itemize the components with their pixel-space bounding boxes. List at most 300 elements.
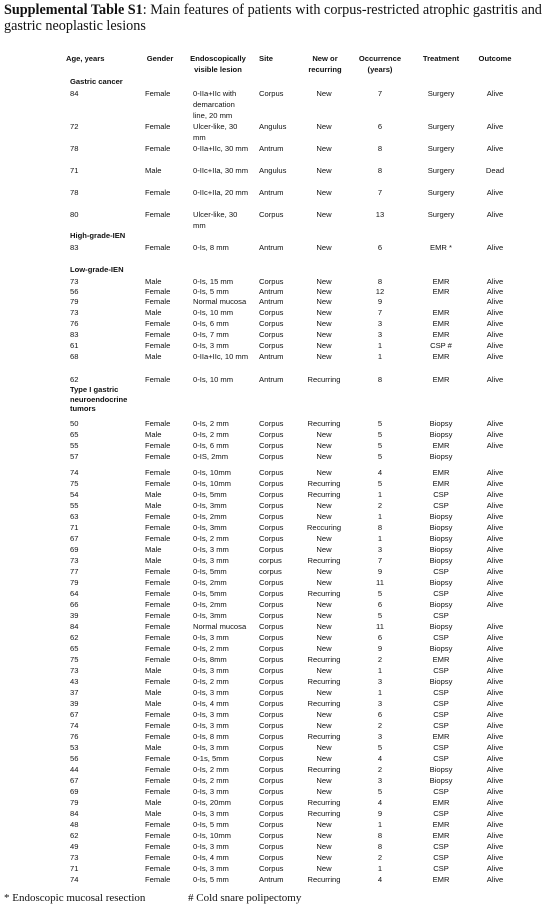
cell-site: corpus <box>259 556 282 565</box>
cell-lesion: 0-Is, 3 mm <box>193 710 229 719</box>
cell-age: 50 <box>70 419 79 428</box>
cell-gender: Female <box>145 297 171 306</box>
cell-occ: 5 <box>377 441 383 450</box>
cell-lesion: 0-Is, 3 mm <box>193 341 229 350</box>
cell-outcome: Alive <box>486 699 504 708</box>
cell-gender: Female <box>145 523 171 532</box>
cell-newrec: New <box>316 578 332 587</box>
cell-age: 75 <box>70 479 79 488</box>
cell-newrec: New <box>316 688 332 697</box>
cell-treat: Biopsy <box>429 644 453 653</box>
cell-site: Corpus <box>259 341 284 350</box>
cell-newrec: New <box>316 600 332 609</box>
cell-lesion: 0-Is, 10 mm <box>193 375 234 384</box>
cell-outcome: Alive <box>486 633 504 642</box>
cell-gender: Female <box>145 600 171 609</box>
cell-treat: EMR <box>432 875 450 884</box>
cell-lesion: Normal mucosa <box>193 622 247 631</box>
cell-outcome: Alive <box>486 122 504 131</box>
cell-gender: Female <box>145 479 171 488</box>
cell-gender: Female <box>145 721 171 730</box>
cell-gender: Male <box>145 809 162 818</box>
cell-gender: Male <box>145 666 162 675</box>
cell-site: Corpus <box>259 534 284 543</box>
cell-age: 72 <box>70 122 79 131</box>
cell-newrec: New <box>316 243 332 252</box>
cell-occ: 5 <box>377 419 383 428</box>
cell-lesion: 0-Is, 10 mm <box>193 308 234 317</box>
cell-outcome: Alive <box>486 600 504 609</box>
cell-age: 62 <box>70 831 79 840</box>
cell-outcome: Alive <box>486 644 504 653</box>
cell-newrec: New <box>316 633 332 642</box>
cell-age: 67 <box>70 710 79 719</box>
cell-treat: CSP <box>433 688 449 697</box>
cell-gender: Male <box>145 699 162 708</box>
cell-lesion: 0-Is, 3 mm <box>193 809 229 818</box>
cell-treat: Biopsy <box>429 430 453 439</box>
cell-newrec: New <box>316 820 332 829</box>
cell-occ: 4 <box>377 798 383 807</box>
cell-site: Corpus <box>259 732 284 741</box>
cell-occ: 4 <box>377 468 383 477</box>
header-outcome: Outcome <box>478 54 512 63</box>
cell-treat: CSP <box>433 567 449 576</box>
cell-lesion: 0-Is, 5mm <box>193 567 227 576</box>
cell-outcome: Alive <box>486 375 504 384</box>
table-title: : Main features of patients with corpus-restricted atrophic gastritis and gastric neoplastic lesions <box>4 2 542 34</box>
cell-age: 48 <box>70 820 79 829</box>
cell-site: Corpus <box>259 210 284 219</box>
cell-lesion: 0-Is, 2 mm <box>193 644 229 653</box>
cell-treat: Biopsy <box>429 556 453 565</box>
cell-treat: CSP <box>433 666 449 675</box>
cell-outcome: Alive <box>486 556 504 565</box>
cell-occ: 4 <box>377 754 383 763</box>
cell-occ: 6 <box>377 710 383 719</box>
cell-occ: 6 <box>377 122 383 131</box>
cell-site: Corpus <box>259 490 284 499</box>
cell-gender: Male <box>145 545 162 554</box>
cell-gender: Male <box>145 166 162 175</box>
cell-occ: 3 <box>377 319 383 328</box>
cell-gender: Female <box>145 419 171 428</box>
cell-age: 74 <box>70 721 79 730</box>
cell-outcome: Alive <box>486 419 504 428</box>
cell-age: 79 <box>70 578 79 587</box>
footnote-csp: # Cold snare polipectomy <box>188 892 302 904</box>
cell-lesion: 0-Is, 10mm <box>193 479 231 488</box>
cell-site: Corpus <box>259 479 284 488</box>
cell-occ: 5 <box>377 452 383 461</box>
cell-newrec: Recurring <box>307 556 341 565</box>
cell-outcome: Alive <box>486 287 504 296</box>
cell-treat: CSP <box>433 864 449 873</box>
cell-site: Antrum <box>259 243 284 252</box>
header-treatment: Treatment <box>422 54 460 63</box>
cell-newrec: New <box>316 611 332 620</box>
cell-gender: Female <box>145 655 171 664</box>
cell-outcome: Alive <box>486 545 504 554</box>
cell-age: 69 <box>70 787 79 796</box>
cell-treat: Surgery <box>427 89 455 98</box>
cell-age: 62 <box>70 375 79 384</box>
cell-newrec: New <box>316 754 332 763</box>
cell-newrec: New <box>316 330 332 339</box>
cell-age: 73 <box>70 853 79 862</box>
cell-lesion: 0-IIa+IIc, 10 mm <box>193 352 249 361</box>
cell-age: 56 <box>70 287 79 296</box>
cell-treat: EMR <box>432 375 450 384</box>
cell-age: 84 <box>70 809 79 818</box>
cell-site: Corpus <box>259 501 284 510</box>
cell-gender: Female <box>145 864 171 873</box>
cell-newrec: New <box>316 512 332 521</box>
cell-site: Corpus <box>259 820 284 829</box>
cell-site: Corpus <box>259 864 284 873</box>
cell-outcome: Alive <box>486 188 504 197</box>
cell-site: Antrum <box>259 352 284 361</box>
cell-treat: Biopsy <box>429 512 453 521</box>
cell-occ: 1 <box>377 352 383 361</box>
cell-lesion: 0-Is, 3 mm <box>193 721 229 730</box>
cell-age: 62 <box>70 633 79 642</box>
cell-site: Corpus <box>259 776 284 785</box>
cell-age: 66 <box>70 600 79 609</box>
cell-occ: 8 <box>377 842 383 851</box>
cell-occ: 8 <box>377 277 383 286</box>
cell-treat: EMR <box>432 732 450 741</box>
cell-site: Corpus <box>259 688 284 697</box>
cell-outcome: Alive <box>486 820 504 829</box>
cell-newrec: New <box>316 468 332 477</box>
cell-treat: EMR <box>432 308 450 317</box>
cell-lesion: 0-Is, 2mm <box>193 578 227 587</box>
cell-outcome: Alive <box>486 210 504 219</box>
cell-treat: Surgery <box>427 210 455 219</box>
cell-treat: Biopsy <box>429 523 453 532</box>
cell-newrec: New <box>316 430 332 439</box>
cell-gender: Female <box>145 622 171 631</box>
table-caption <box>4 2 552 34</box>
cell-occ: 3 <box>377 330 383 339</box>
group-high-grade-ien: High-grade-IEN <box>70 231 126 240</box>
cell-gender: Female <box>145 611 171 620</box>
cell-age: 55 <box>70 501 79 510</box>
cell-outcome: Alive <box>486 468 504 477</box>
cell-age: 53 <box>70 743 79 752</box>
cell-occ: 9 <box>377 567 383 576</box>
cell-site: Corpus <box>259 578 284 587</box>
cell-lesion: 0-1s, 5mm <box>193 754 229 763</box>
cell-gender: Male <box>145 352 162 361</box>
cell-treat: CSP <box>433 490 449 499</box>
cell-newrec: Recurring <box>307 699 341 708</box>
cell-treat: EMR <box>432 798 450 807</box>
cell-treat: CSP <box>433 611 449 620</box>
cell-outcome: Alive <box>486 441 504 450</box>
cell-lesion: 0-Is, 20mm <box>193 798 231 807</box>
cell-newrec: New <box>316 644 332 653</box>
cell-treat: EMR <box>432 479 450 488</box>
cell-outcome: Dead <box>485 166 505 175</box>
cell-site: Corpus <box>259 277 284 286</box>
cell-gender: Male <box>145 308 162 317</box>
cell-outcome: Alive <box>486 341 504 350</box>
cell-occ: 2 <box>377 853 383 862</box>
cell-outcome: Alive <box>486 809 504 818</box>
cell-site: Corpus <box>259 468 284 477</box>
cell-site: Antrum <box>259 875 284 884</box>
cell-gender: Female <box>145 765 171 774</box>
cell-age: 79 <box>70 297 79 306</box>
cell-lesion: 0-Is, 6 mm <box>193 441 229 450</box>
cell-occ: 1 <box>377 490 383 499</box>
cell-newrec: New <box>316 166 332 175</box>
cell-occ: 8 <box>377 831 383 840</box>
cell-occ: 13 <box>375 210 385 219</box>
cell-newrec: New <box>316 853 332 862</box>
cell-treat: CSP <box>433 501 449 510</box>
cell-outcome: Alive <box>486 243 504 252</box>
cell-outcome: Alive <box>486 589 504 598</box>
cell-occ: 5 <box>377 430 383 439</box>
cell-newrec: New <box>316 622 332 631</box>
cell-newrec: Reccuring <box>306 523 342 532</box>
cell-occ: 9 <box>377 809 383 818</box>
cell-newrec: New <box>316 188 332 197</box>
cell-treat: EMR <box>432 330 450 339</box>
cell-gender: Female <box>145 188 171 197</box>
cell-site: Corpus <box>259 419 284 428</box>
cell-newrec: New <box>316 787 332 796</box>
cell-lesion: 0-Is, 7 mm <box>193 330 229 339</box>
cell-occ: 3 <box>377 677 383 686</box>
cell-outcome: Alive <box>486 743 504 752</box>
cell-outcome: Alive <box>486 677 504 686</box>
cell-treat: EMR * <box>430 243 452 252</box>
cell-treat: EMR <box>432 352 450 361</box>
cell-newrec: New <box>316 776 332 785</box>
cell-age: 43 <box>70 677 79 686</box>
cell-outcome: Alive <box>486 666 504 675</box>
cell-gender: Female <box>145 144 171 153</box>
cell-newrec: Recurring <box>307 490 341 499</box>
cell-treat: Biopsy <box>429 534 453 543</box>
cell-treat: Surgery <box>427 166 455 175</box>
cell-lesion: 0-Is, 3 mm <box>193 864 229 873</box>
cell-lesion: 0-Is, 10mm <box>193 831 231 840</box>
cell-treat: EMR <box>432 441 450 450</box>
cell-gender: Female <box>145 122 171 131</box>
cell-newrec: New <box>316 441 332 450</box>
cell-site: Corpus <box>259 319 284 328</box>
cell-treat: CSP <box>433 710 449 719</box>
cell-site: Corpus <box>259 677 284 686</box>
header-occurrence: Occurrence (years) <box>358 54 402 74</box>
cell-lesion: Ulcer-like, 30 mm <box>193 122 238 142</box>
cell-outcome: Alive <box>486 352 504 361</box>
cell-site: Corpus <box>259 666 284 675</box>
cell-newrec: New <box>316 545 332 554</box>
cell-outcome: Alive <box>486 787 504 796</box>
cell-gender: Female <box>145 677 171 686</box>
cell-gender: Female <box>145 534 171 543</box>
cell-outcome: Alive <box>486 721 504 730</box>
cell-outcome: Alive <box>486 842 504 851</box>
cell-newrec: New <box>316 352 332 361</box>
cell-lesion: 0-Is, 3 mm <box>193 556 229 565</box>
cell-outcome: Alive <box>486 622 504 631</box>
cell-newrec: New <box>316 842 332 851</box>
cell-age: 57 <box>70 452 79 461</box>
cell-treat: Surgery <box>427 188 455 197</box>
cell-occ: 6 <box>377 243 383 252</box>
cell-treat: CSP <box>433 754 449 763</box>
cell-lesion: 0-Is, 3 mm <box>193 633 229 642</box>
cell-age: 71 <box>70 864 79 873</box>
cell-gender: Male <box>145 501 162 510</box>
cell-occ: 6 <box>377 633 383 642</box>
cell-outcome: Alive <box>486 490 504 499</box>
cell-site: Antrum <box>259 375 284 384</box>
cell-outcome: Alive <box>486 765 504 774</box>
cell-gender: Male <box>145 556 162 565</box>
cell-newrec: New <box>316 341 332 350</box>
cell-occ: 4 <box>377 875 383 884</box>
cell-site: Corpus <box>259 743 284 752</box>
cell-age: 76 <box>70 732 79 741</box>
cell-age: 39 <box>70 699 79 708</box>
cell-gender: Female <box>145 644 171 653</box>
cell-lesion: 0-Is, 5mm <box>193 490 227 499</box>
cell-gender: Female <box>145 754 171 763</box>
cell-treat: CSP <box>433 633 449 642</box>
cell-gender: Female <box>145 633 171 642</box>
cell-gender: Female <box>145 776 171 785</box>
cell-age: 61 <box>70 341 79 350</box>
table-label: Supplemental Table S1 <box>4 2 143 18</box>
cell-outcome: Alive <box>486 732 504 741</box>
cell-age: 80 <box>70 210 79 219</box>
cell-newrec: New <box>316 319 332 328</box>
cell-lesion: 0-Is, 3 mm <box>193 787 229 796</box>
cell-outcome: Alive <box>486 875 504 884</box>
cell-newrec: New <box>316 864 332 873</box>
cell-gender: Female <box>145 210 171 219</box>
cell-treat: EMR <box>432 319 450 328</box>
cell-site: Corpus <box>259 853 284 862</box>
cell-gender: Female <box>145 842 171 851</box>
cell-outcome: Alive <box>486 523 504 532</box>
cell-age: 73 <box>70 666 79 675</box>
cell-occ: 5 <box>377 743 383 752</box>
cell-treat: Biopsy <box>429 578 453 587</box>
cell-gender: Male <box>145 743 162 752</box>
cell-occ: 3 <box>377 732 383 741</box>
cell-lesion: 0-Is, 8 mm <box>193 243 229 252</box>
cell-gender: Female <box>145 567 171 576</box>
cell-occ: 2 <box>377 765 383 774</box>
cell-lesion: 0-IIc+IIa, 30 mm <box>193 166 249 175</box>
cell-age: 71 <box>70 523 79 532</box>
cell-treat: CSP <box>433 721 449 730</box>
cell-lesion: 0-IS, 2mm <box>193 452 229 461</box>
cell-age: 55 <box>70 441 79 450</box>
cell-newrec: New <box>316 277 332 286</box>
cell-lesion: 0-Is, 2 mm <box>193 765 229 774</box>
cell-gender: Female <box>145 330 171 339</box>
cell-newrec: New <box>316 501 332 510</box>
cell-age: 84 <box>70 89 79 98</box>
cell-newrec: New <box>316 89 332 98</box>
cell-gender: Female <box>145 341 171 350</box>
cell-outcome: Alive <box>486 277 504 286</box>
cell-treat: Surgery <box>427 122 455 131</box>
cell-lesion: 0-Is, 5 mm <box>193 875 229 884</box>
cell-lesion: 0-Is, 15 mm <box>193 277 234 286</box>
cell-lesion: 0-Is, 5 mm <box>193 820 229 829</box>
cell-age: 78 <box>70 144 79 153</box>
cell-outcome: Alive <box>486 430 504 439</box>
cell-gender: Female <box>145 732 171 741</box>
cell-lesion: 0-Is, 3mm <box>193 501 227 510</box>
cell-lesion: 0-Is, 3mm <box>193 611 227 620</box>
cell-lesion: 0-Is, 3 mm <box>193 688 229 697</box>
cell-site: Corpus <box>259 452 284 461</box>
cell-occ: 7 <box>377 556 383 565</box>
cell-treat: CSP <box>433 842 449 851</box>
cell-site: Corpus <box>259 831 284 840</box>
cell-site: Corpus <box>259 622 284 631</box>
cell-treat: CSP <box>433 743 449 752</box>
cell-treat: Biopsy <box>429 600 453 609</box>
cell-age: 64 <box>70 589 79 598</box>
cell-treat: Biopsy <box>429 765 453 774</box>
cell-age: 73 <box>70 556 79 565</box>
cell-gender: Male <box>145 688 162 697</box>
cell-gender: Male <box>145 277 162 286</box>
cell-occ: 3 <box>377 776 383 785</box>
cell-occ: 3 <box>377 699 383 708</box>
cell-age: 63 <box>70 512 79 521</box>
cell-newrec: New <box>316 452 332 461</box>
cell-newrec: Recurring <box>307 798 341 807</box>
cell-age: 37 <box>70 688 79 697</box>
cell-outcome: Alive <box>486 308 504 317</box>
cell-treat: CSP # <box>430 341 452 350</box>
cell-site: Corpus <box>259 512 284 521</box>
cell-lesion: 0-Is, 2 mm <box>193 677 229 686</box>
cell-age: 68 <box>70 352 79 361</box>
cell-treat: CSP <box>433 809 449 818</box>
cell-occ: 7 <box>377 308 383 317</box>
cell-site: Antrum <box>259 297 284 306</box>
cell-newrec: Recurring <box>307 479 341 488</box>
cell-age: 39 <box>70 611 79 620</box>
cell-newrec: New <box>316 743 332 752</box>
cell-newrec: New <box>316 144 332 153</box>
cell-lesion: 0-Is, 8mm <box>193 655 227 664</box>
cell-lesion: 0-Is, 3 mm <box>193 842 229 851</box>
cell-newrec: Recurring <box>307 655 341 664</box>
cell-site: Corpus <box>259 600 284 609</box>
cell-newrec: New <box>316 831 332 840</box>
cell-site: Corpus <box>259 765 284 774</box>
cell-age: 73 <box>70 277 79 286</box>
cell-outcome: Alive <box>486 754 504 763</box>
cell-site: Corpus <box>259 655 284 664</box>
